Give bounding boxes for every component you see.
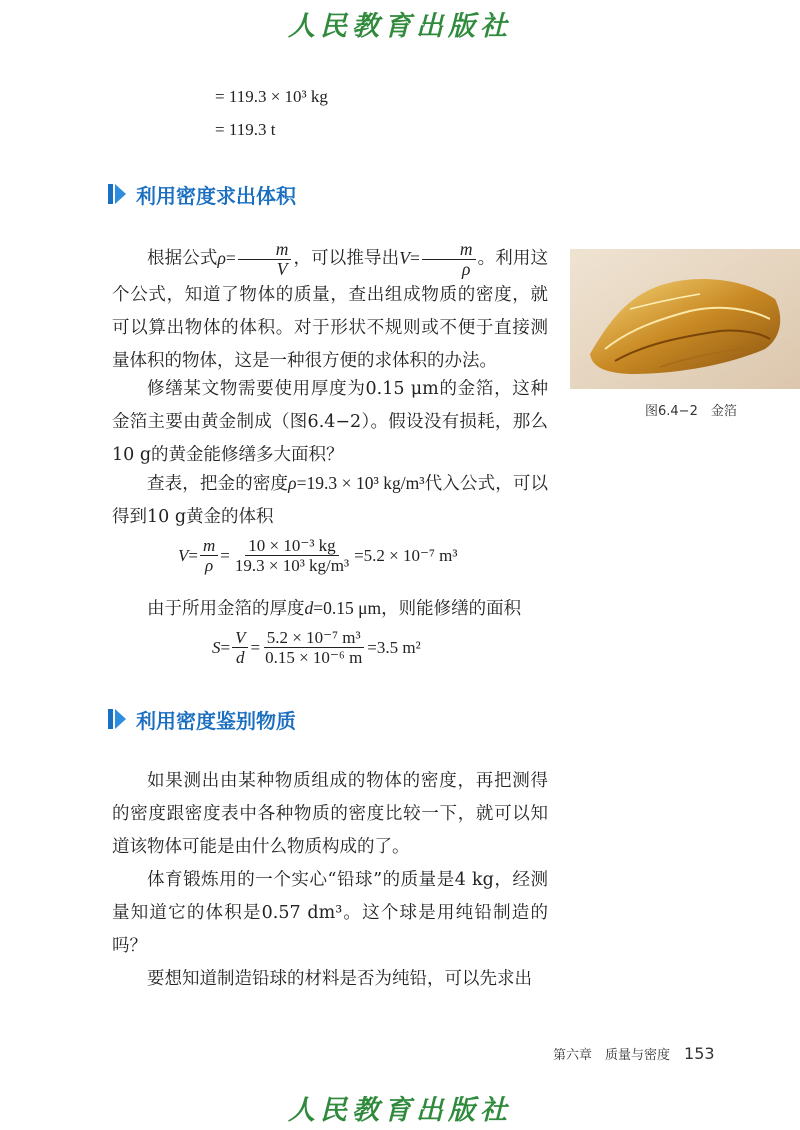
equation-denominator: 0.15 × 10⁻⁶ m: [265, 648, 363, 667]
equation-numerator: 5.2 × 10⁻⁷ m³: [264, 628, 364, 648]
equation-denominator: d: [236, 648, 245, 667]
paragraph: 体育锻炼用的一个实心“铅球”的质量是4 kg，经测量知道它的体积是0.57 dm³。这个球是用纯铅制造的吗？: [112, 870, 548, 957]
chapter-label: 第六章 质量与密度: [553, 1048, 671, 1063]
paragraph-text: 查表，把金的密度: [147, 474, 289, 494]
paragraph-text: 。利用这个公式，知道了物体的质量，查出组成物质的密度，就可以算出物体的体积。对于形状不规则或不便于直接测量体积的物体，这是一种很方便的求体积的办法。: [112, 248, 549, 372]
density-formula: ρ= $\frac{m}{V}$: [218, 248, 294, 268]
paragraph-text: 根据公式: [147, 248, 218, 269]
paragraph-text: =0.15 μm，则能修缮的面积: [313, 598, 522, 618]
section-title: 利用密度鉴别物质: [136, 708, 296, 733]
paragraph-text: 由于所用金箔的厚度: [147, 599, 305, 619]
paragraph: 修缮某文物需要使用厚度为0.15 μm的金箔，这种金箔主要由黄金制成（图6.4−2）。假设没有损耗，那么10 g的黄金能修缮多大面积？: [112, 379, 548, 466]
paragraph: [112, 592, 548, 626]
density-value: =19.3 × 10³ kg/m³: [296, 473, 425, 493]
equation-lhs: S: [212, 637, 221, 657]
publisher-logo-top: 人民教育出版社: [288, 11, 512, 42]
equation-lhs: V: [178, 545, 189, 565]
area-equation: S = $\frac{V}{d}$ = $\frac{\text{5.2 × 10⁻⁷ m³}}{\text{0.15 × 10⁻⁶ m}}$ =3.5 m²: [212, 628, 421, 667]
gold-foil-photo: [570, 249, 800, 389]
equation-numerator: m: [200, 536, 218, 556]
rho-symbol: ρ: [288, 473, 297, 493]
equation-result: =5.2 × 10⁻⁷ m³: [354, 545, 458, 565]
volume-equation: V = $\frac{m}{\rho}$ = $\frac{\text{10 × 10⁻³ kg}}{\text{19.3 × 10³ kg/m³}}$ =5.2 × 10⁻⁷ m³: [178, 536, 458, 575]
paragraph: 要想知道制造铅球的材料是否为纯铅，可以先求出: [147, 969, 532, 989]
thickness-variable: d: [304, 598, 314, 618]
section-heading-volume: [108, 181, 296, 207]
equation-numerator: V: [232, 628, 248, 648]
equation-numerator: 10 × 10⁻³ kg: [245, 536, 338, 556]
paragraph: [112, 467, 548, 534]
paragraph-text: ，可以推导出: [293, 248, 400, 269]
section-title: 利用密度求出体积: [136, 183, 296, 208]
section-marker-icon: [108, 709, 126, 729]
publisher-logo-bottom: 人民教育出版社: [288, 1095, 512, 1126]
paragraph: 如果测出由某种物质组成的物体的密度，再把测得的密度跟密度表中各种物质的密度比较一下，就可以知道该物体可能是由什么物质构成的了。: [112, 771, 548, 858]
calc-line-1: = 119.3 × 10³ kg: [215, 87, 328, 106]
equation-result: =3.5 m²: [367, 637, 421, 657]
page-number: 153: [684, 1044, 715, 1063]
volume-formula: V= $\frac{m}{\rho}$: [399, 248, 477, 268]
calc-line-2: = 119.3 t: [215, 120, 276, 139]
paragraph-text: 代入公式，可以得到10 g黄金的体积: [112, 474, 549, 528]
page-footer: [553, 1044, 715, 1063]
section-marker-icon: [108, 184, 126, 204]
paragraph: [112, 240, 548, 379]
figure-caption: 图6.4−2 金箔: [645, 404, 737, 419]
equation-denominator: 19.3 × 10³ kg/m³: [234, 556, 350, 575]
section-heading-identify: [108, 706, 296, 732]
equation-denominator: ρ: [205, 556, 214, 575]
